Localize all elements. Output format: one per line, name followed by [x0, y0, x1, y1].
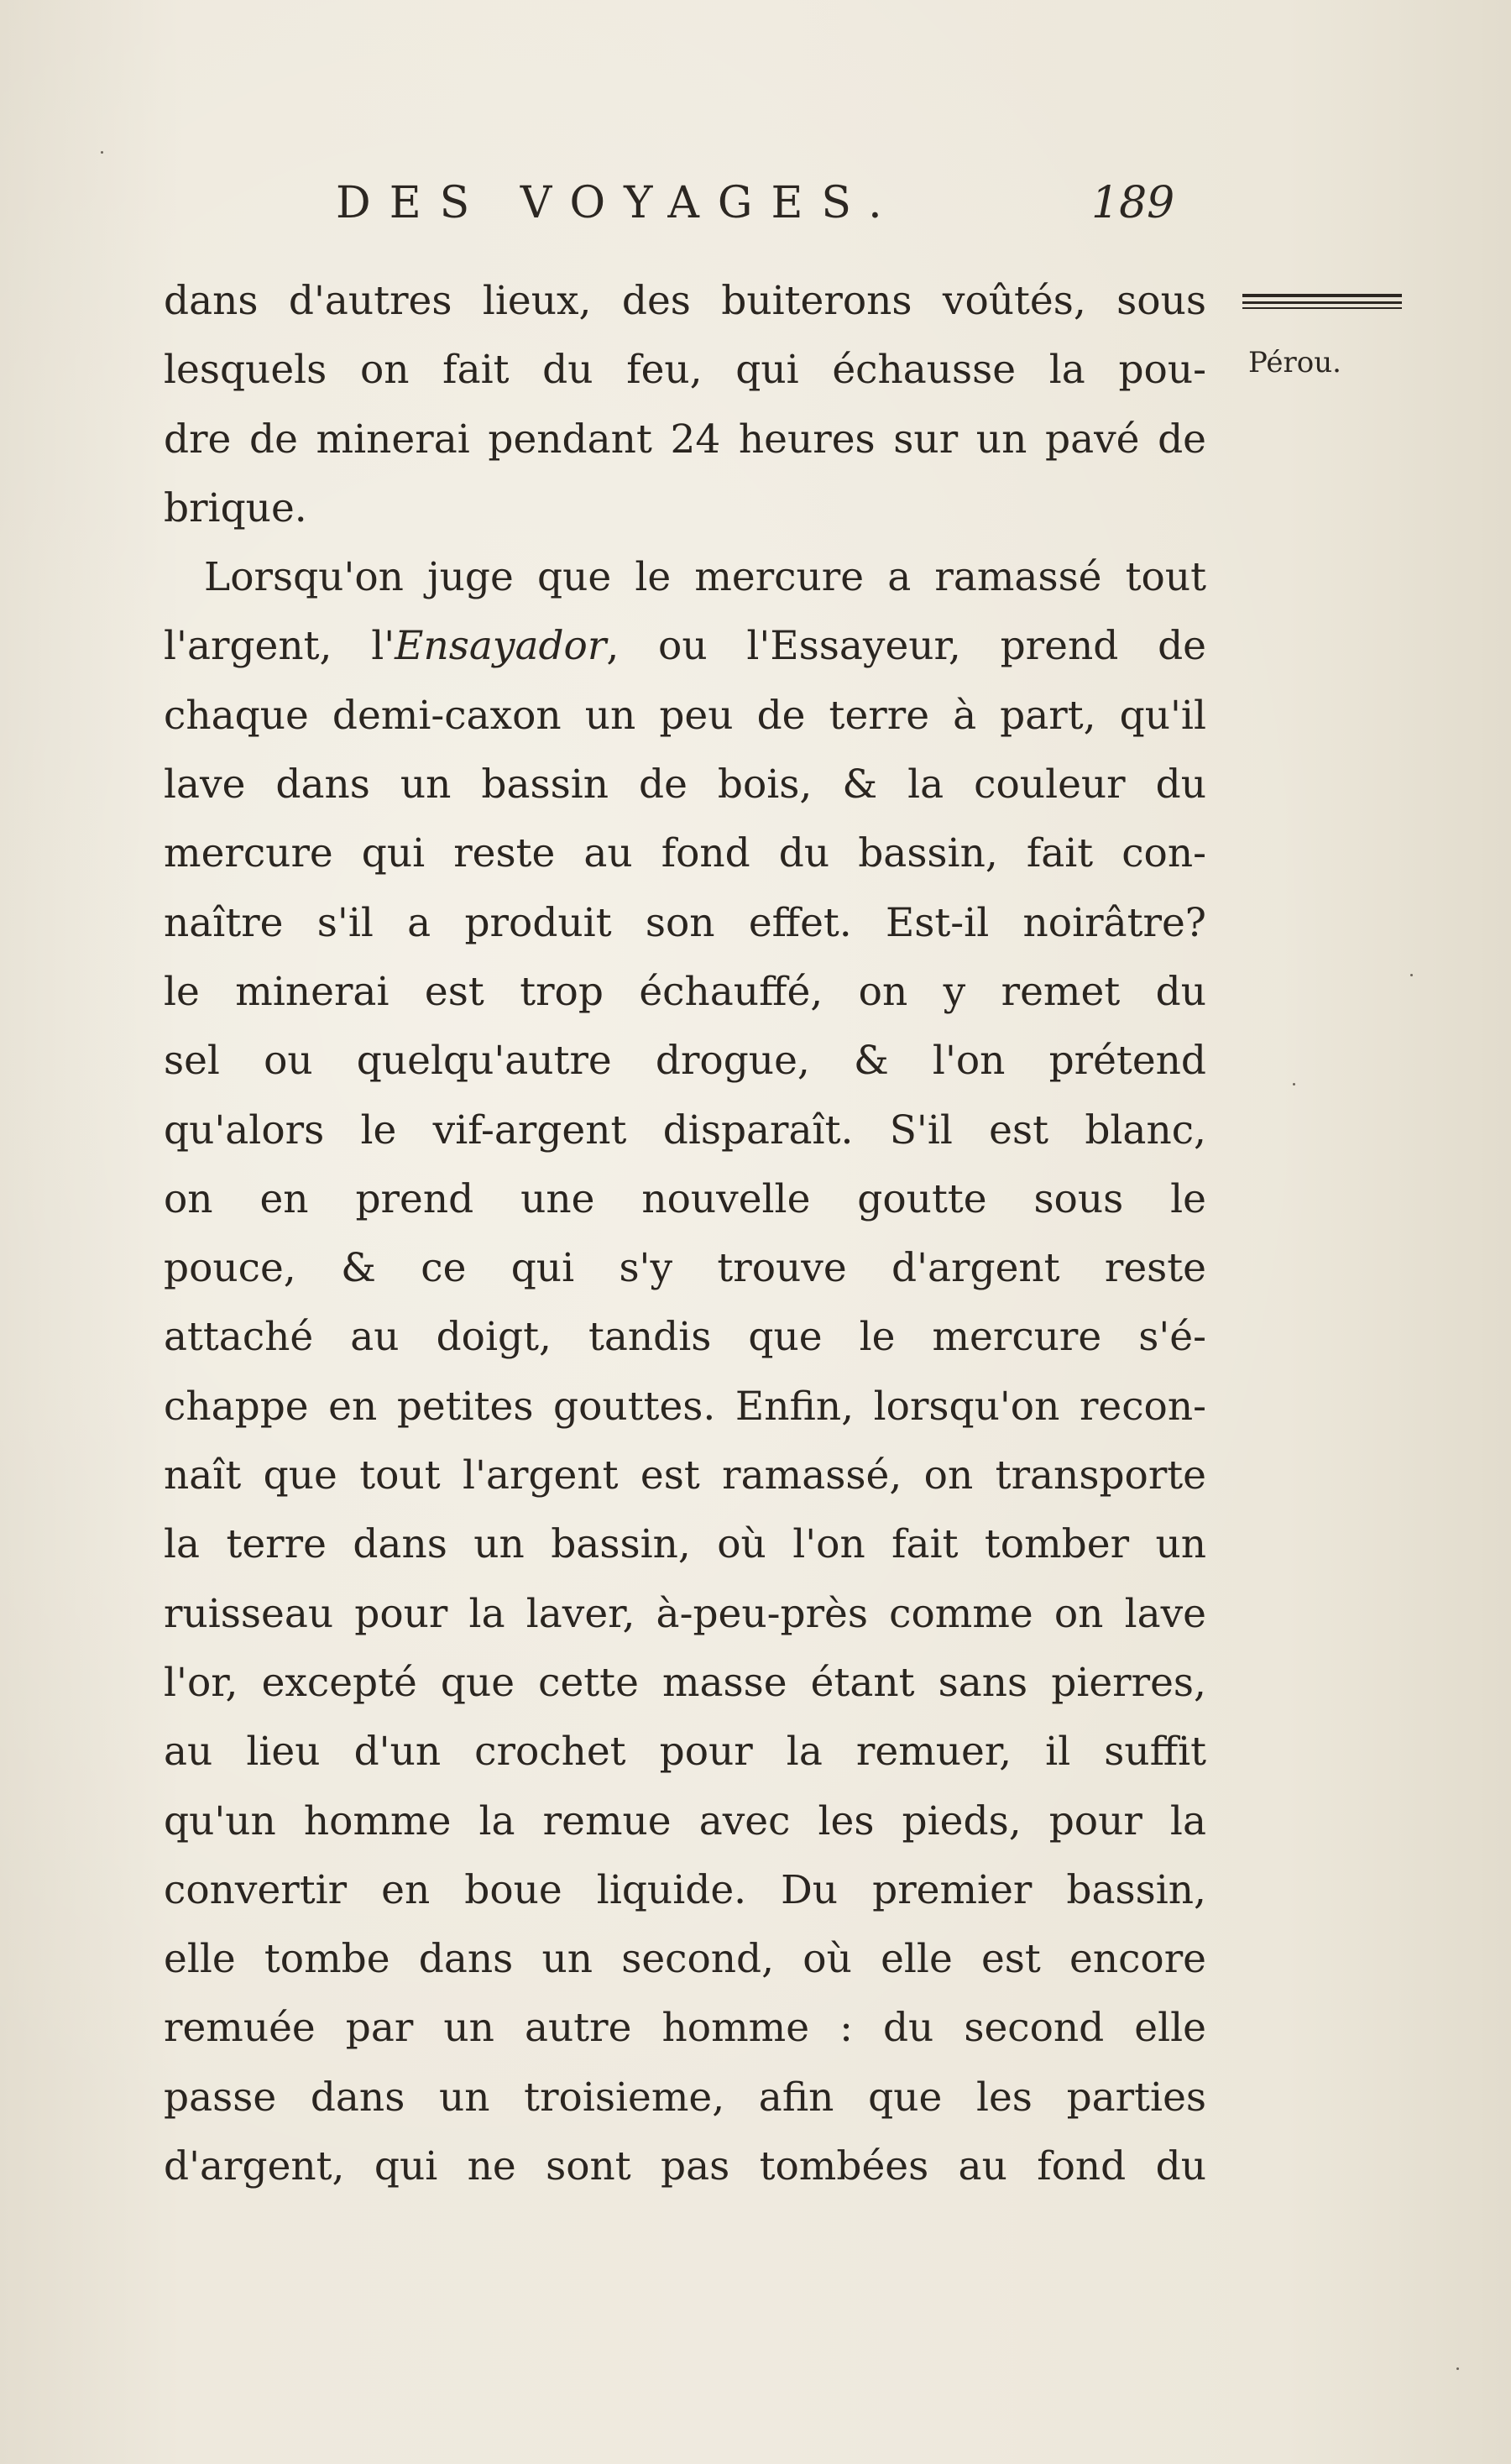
text-line: brique.	[164, 484, 307, 531]
text-line: remuée par un autre homme : du second elle	[164, 2005, 1206, 2052]
ornamental-rule	[1242, 307, 1402, 309]
text-line: ruisseau pour la laver, à-peu-près comme on lave	[164, 1590, 1206, 1637]
paper-speck	[101, 151, 103, 154]
text-line: chappe en petites gouttes. Enfin, lorsqu'on recon-	[164, 1383, 1206, 1430]
text-line: dre de minerai pendant 24 heures sur un pavé de	[164, 416, 1206, 463]
text-line: mercure qui reste au fond du bassin, fait con-	[164, 830, 1206, 877]
text-line: naît que tout l'argent est ramassé, on transporte	[164, 1452, 1206, 1499]
text-line: l'argent, l'Ensayador, ou l'Essayeur, prend de	[164, 623, 1206, 670]
text-line: lesquels on fait du feu, qui échausse la pou-	[164, 347, 1206, 394]
paper-speck	[1410, 974, 1413, 976]
text-line: passe dans un troisieme, afin que les parties	[164, 2074, 1206, 2121]
running-title: DES VOYAGES.	[336, 178, 901, 228]
text-line: sel ou quelqu'autre drogue, & l'on prétend	[164, 1038, 1206, 1085]
paper-speck	[1456, 2367, 1459, 2370]
marginal-note: Pérou.	[1248, 346, 1341, 379]
text-line: d'argent, qui ne sont pas tombées au fond du	[164, 2143, 1206, 2190]
text-line: pouce, & ce qui s'y trouve d'argent reste	[164, 1245, 1206, 1292]
text-line: dans d'autres lieux, des buiterons voûtés, sous	[164, 278, 1206, 324]
text-line: le minerai est trop échauffé, on y remet du	[164, 968, 1206, 1015]
text-line: qu'un homme la remue avec les pieds, pour la	[164, 1797, 1206, 1844]
text-line: au lieu d'un crochet pour la remuer, il suffit	[164, 1729, 1206, 1776]
text-line: qu'alors le vif-argent disparaît. S'il est blanc,	[164, 1106, 1206, 1154]
text-line: l'or, excepté que cette masse étant sans pierres,	[164, 1659, 1206, 1706]
ornamental-rule	[1242, 301, 1402, 304]
text-line: on en prend une nouvelle goutte sous le	[164, 1175, 1206, 1222]
text-line: la terre dans un bassin, où l'on fait tomber un	[164, 1521, 1206, 1568]
text-line: lave dans un bassin de bois, & la couleur du	[164, 761, 1206, 808]
italic-term: Ensayador	[395, 623, 607, 670]
ornamental-rule	[1242, 294, 1402, 297]
body-text	[164, 267, 1206, 2201]
page-number: 189	[1091, 178, 1175, 228]
text-line: attaché au doigt, tandis que le mercure s'é-	[164, 1314, 1206, 1361]
text-line: naître s'il a produit son effet. Est-il noirâtre?	[164, 899, 1206, 946]
text-line: chaque demi-caxon un peu de terre à part, qu'il	[164, 692, 1206, 739]
text-line: convertir en boue liquide. Du premier bassin,	[164, 1866, 1206, 1913]
text-line: elle tombe dans un second, où elle est encore	[164, 1936, 1206, 1983]
text-line: Lorsqu'on juge que le mercure a ramassé tout	[204, 554, 1206, 601]
paper-speck	[1293, 1083, 1295, 1086]
